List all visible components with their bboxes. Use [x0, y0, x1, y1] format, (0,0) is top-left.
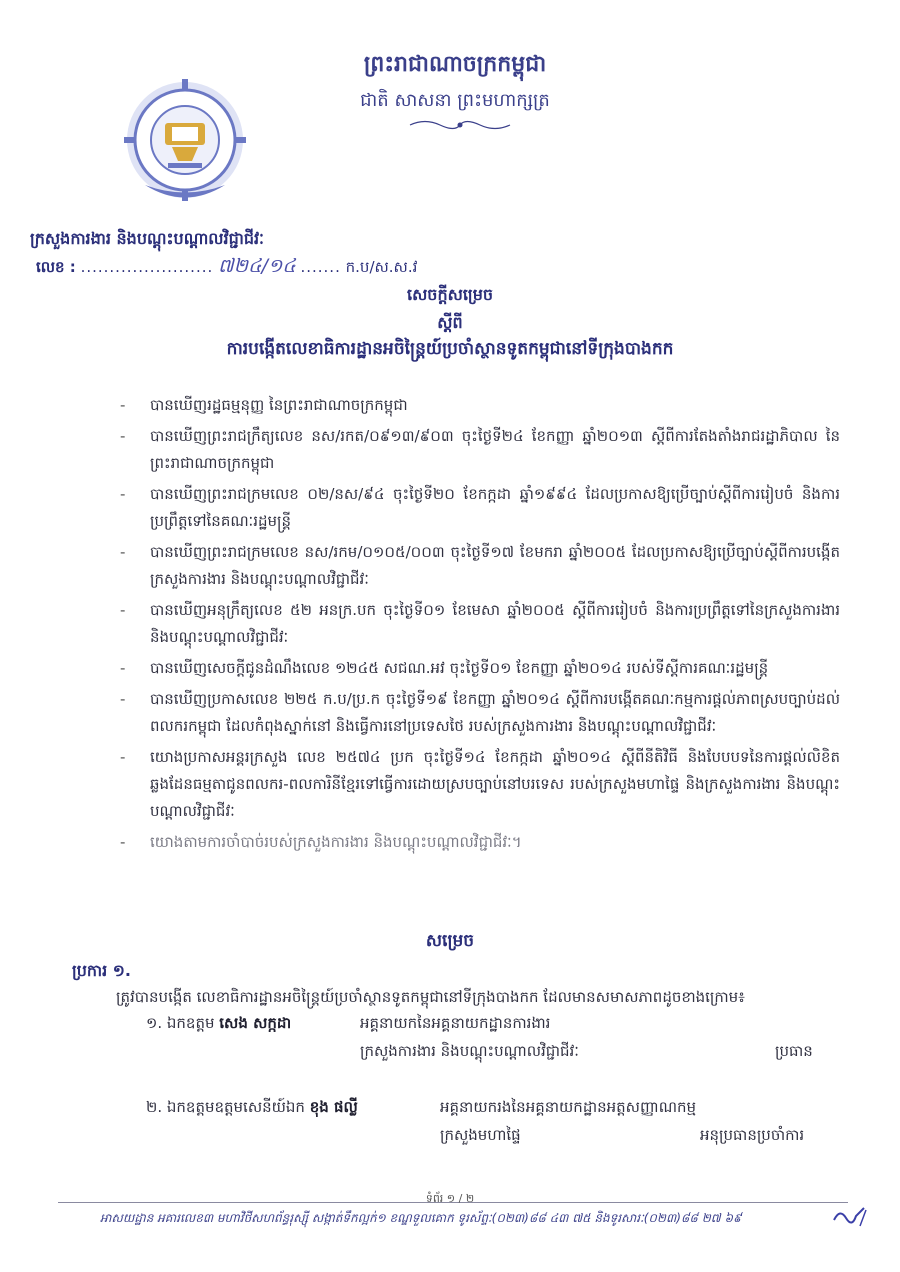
reference-suffix: ក.ប/ស.ស.វ: [345, 258, 418, 276]
preamble-text: បានឃើញរដ្ឋធម្មនុញ្ញ នៃព្រះរាជាណាចក្រកម្ពុជា: [150, 396, 408, 414]
list-bullet: -: [120, 833, 126, 851]
preamble-item: [120, 539, 840, 593]
article-label: ប្រការ ១.: [72, 961, 131, 980]
ministry-seal-icon: [120, 75, 250, 215]
preamble-text: បានឃើញអនុក្រឹត្យលេខ ៥២ អនក្រ.បក ចុះថ្ងៃទី០១ ខែមេសា ឆ្នាំ២០០៥ ស្តីពីការរៀបចំ និងការប្រព្រឹត្តទៅនៃក្រសួងការងារ និងបណ្តុះបណ្តាលវិជ្ជាជីវៈ: [150, 601, 840, 646]
kingdom-heading: ព្រះរាជាណាចក្រកម្ពុជា: [363, 52, 547, 77]
document-subject: ការបង្កើតលេខាធិការដ្ឋានអចិន្ត្រៃយ៍ប្រចាំស្ថានទូតកម្ពុជានៅទីក្រុងបាងកក: [226, 339, 674, 359]
member-name: ខុង ផល្លី: [309, 1098, 358, 1116]
preamble-list: [120, 392, 840, 860]
member-name: សេង សក្កដា: [219, 1014, 292, 1032]
member-2-role-line2: ក្រសួងមហាផ្ទៃ: [440, 1126, 521, 1144]
preamble-item: [120, 392, 840, 419]
member-honorific: ១. ឯកឧត្តម: [146, 1014, 215, 1032]
preamble-text: បានឃើញព្រះរាជក្រមលេខ ០២/នស/៩៤ ចុះថ្ងៃទី២០ ខែកក្កដា ឆ្នាំ១៩៩៤ ដែលប្រកាសឱ្យប្រើច្បាប់ស្តីពីការរៀបចំ និងការប្រព្រឹត្តទៅនៃគណៈរដ្ឋមន្ត្រី: [150, 485, 840, 530]
list-bullet: -: [120, 427, 126, 445]
initial-signature-icon: [830, 1204, 870, 1230]
preamble-item: [120, 744, 840, 825]
preamble-text: យោងតាមការចាំបាច់របស់ក្រសួងការងារ និងបណ្តុះបណ្តាលវិជ្ជាជីវៈ។: [150, 833, 522, 851]
list-bullet: -: [120, 485, 126, 503]
member-2-title: [146, 1098, 358, 1120]
member-2-position: អនុប្រធានប្រចាំការ: [700, 1126, 805, 1144]
national-motto: ជាតិ សាសនា ព្រះមហាក្សត្រ: [360, 90, 550, 111]
list-bullet: -: [120, 396, 126, 414]
preamble-text: យោងប្រកាសអន្តរក្រសួង លេខ ២៥៧៤ ប្រក ចុះថ្ងៃទី១៤ ខែកក្កដា ឆ្នាំ២០១៤ ស្តីពីនីតិវិធី និងបែបបទនៃការផ្តល់លិខិតឆ្លងដែនធម្មតាជូនពលករ-ពលការិនីខ្មែរទៅធ្វើការដោយស្របច្បាប់នៅបរទេស របស់ក្រសួងមហាផ្ទៃ និងក្រសួងការងារ និងបណ្តុះបណ្តាលវិជ្ជាជីវៈ: [150, 748, 840, 820]
member-1-role-line2: ក្រសួងការងារ និងបណ្តុះបណ្តាលវិជ្ជាជីវៈ: [360, 1042, 579, 1060]
page-number: ទំព័រ ១ / ២: [425, 1192, 475, 1205]
preamble-item: [120, 686, 840, 740]
member-honorific: ២. ឯកឧត្តមឧត្តមសេនីយ៍ឯក: [146, 1098, 305, 1116]
reference-handwritten-number: ៧២៤/១៤: [218, 255, 296, 277]
preamble-item: [120, 655, 840, 682]
preamble-text: បានឃើញព្រះរាជក្រមលេខ នស/រកម/០១០៥/០០៣ ចុះថ្ងៃទី១៧ ខែមករា ឆ្នាំ២០០៥ ដែលប្រកាសឱ្យប្រើច្បាប់ស្តីពីការបង្កើតក្រសួងការងារ និងបណ្តុះបណ្តាលវិជ្ជាជីវៈ: [150, 543, 840, 588]
document-subject-label: ស្តីពី: [437, 313, 463, 332]
preamble-text: បានឃើញព្រះរាជក្រឹត្យលេខ នស/រកត/០៩១៣/៩០៣ ចុះថ្ងៃទី២៤ ខែកញ្ញា ឆ្នាំ២០១៣ ស្តីពីការតែងតាំងរាជរដ្ឋាភិបាល នៃព្រះរាជាណាចក្រកម្ពុជា: [150, 427, 840, 472]
reference-number: [36, 254, 417, 282]
list-bullet: -: [120, 543, 126, 561]
list-bullet: -: [120, 601, 126, 619]
reference-dots: .......................: [80, 258, 214, 276]
document-type-title: សេចក្តីសម្រេច: [406, 285, 493, 304]
preamble-item: [120, 423, 840, 477]
decision-heading: សម្រេច: [425, 931, 475, 951]
preamble-text: បានឃើញសេចក្តីជូនដំណឹងលេខ ១២៤៥ សជណ.អវ ចុះថ្ងៃទី០១ ខែកញ្ញា ឆ្នាំ២០១៤ របស់ទីស្តីការគណៈរដ្ឋមន្ត្រី: [150, 659, 769, 677]
member-2-role-line1: អគ្គនាយករងនៃអគ្គនាយកដ្ឋានអត្តសញ្ញាណកម្ម: [440, 1098, 697, 1116]
list-bullet: -: [120, 659, 126, 677]
preamble-text: បានឃើញប្រកាសលេខ ២២៥ ក.ប/ប្រ.ក ចុះថ្ងៃទី១៩ ខែកញ្ញា ឆ្នាំ២០១៤ ស្តីពីការបង្កើតគណៈកម្មការផ្តល់ភាពស្របច្បាប់ដល់ពលករកម្ពុជា ដែលកំពុងស្នាក់នៅ និងធ្វើការនៅប្រទេសថៃ របស់ក្រសួងការងារ និងបណ្តុះបណ្តាលវិជ្ជាជីវៈ: [150, 690, 840, 735]
preamble-item: [120, 829, 840, 856]
article-intro: ត្រូវបានបង្កើត លេខាធិការដ្ឋានអចិន្ត្រៃយ៍ប្រចាំស្ថានទូតកម្ពុជានៅទីក្រុងបាងកក ដែលមានសមាសភាពដូចខាងក្រោម៖: [116, 988, 745, 1006]
reference-label: លេខ :: [36, 258, 76, 276]
ornament-divider: [405, 118, 515, 132]
preamble-item: [120, 597, 840, 651]
list-bullet: -: [120, 748, 126, 766]
footer-address: អាសយដ្ឋាន អគារលេខ៣ មហាវិថីសហព័ន្ធរុស្ស៊ី សង្កាត់ទឹកល្អក់១ ខណ្ឌទួលគោក ទូរស័ព្ទៈ(០២៣)៨៨ ៤៣ ៧៥ និងទូរសារៈ(០២៣)៨៨ ២៧ ៦៩: [100, 1211, 742, 1225]
member-1-position: ប្រធាន: [775, 1042, 813, 1060]
reference-dots-2: .......: [300, 258, 341, 276]
member-1-role-line1: អគ្គនាយកនៃអគ្គនាយកដ្ឋានការងារ: [360, 1014, 551, 1032]
ministry-name: ក្រសួងការងារ និងបណ្តុះបណ្តាលវិជ្ជាជីវៈ: [30, 229, 264, 248]
preamble-item: [120, 481, 840, 535]
list-bullet: -: [120, 690, 126, 708]
member-1-title: [146, 1014, 291, 1036]
